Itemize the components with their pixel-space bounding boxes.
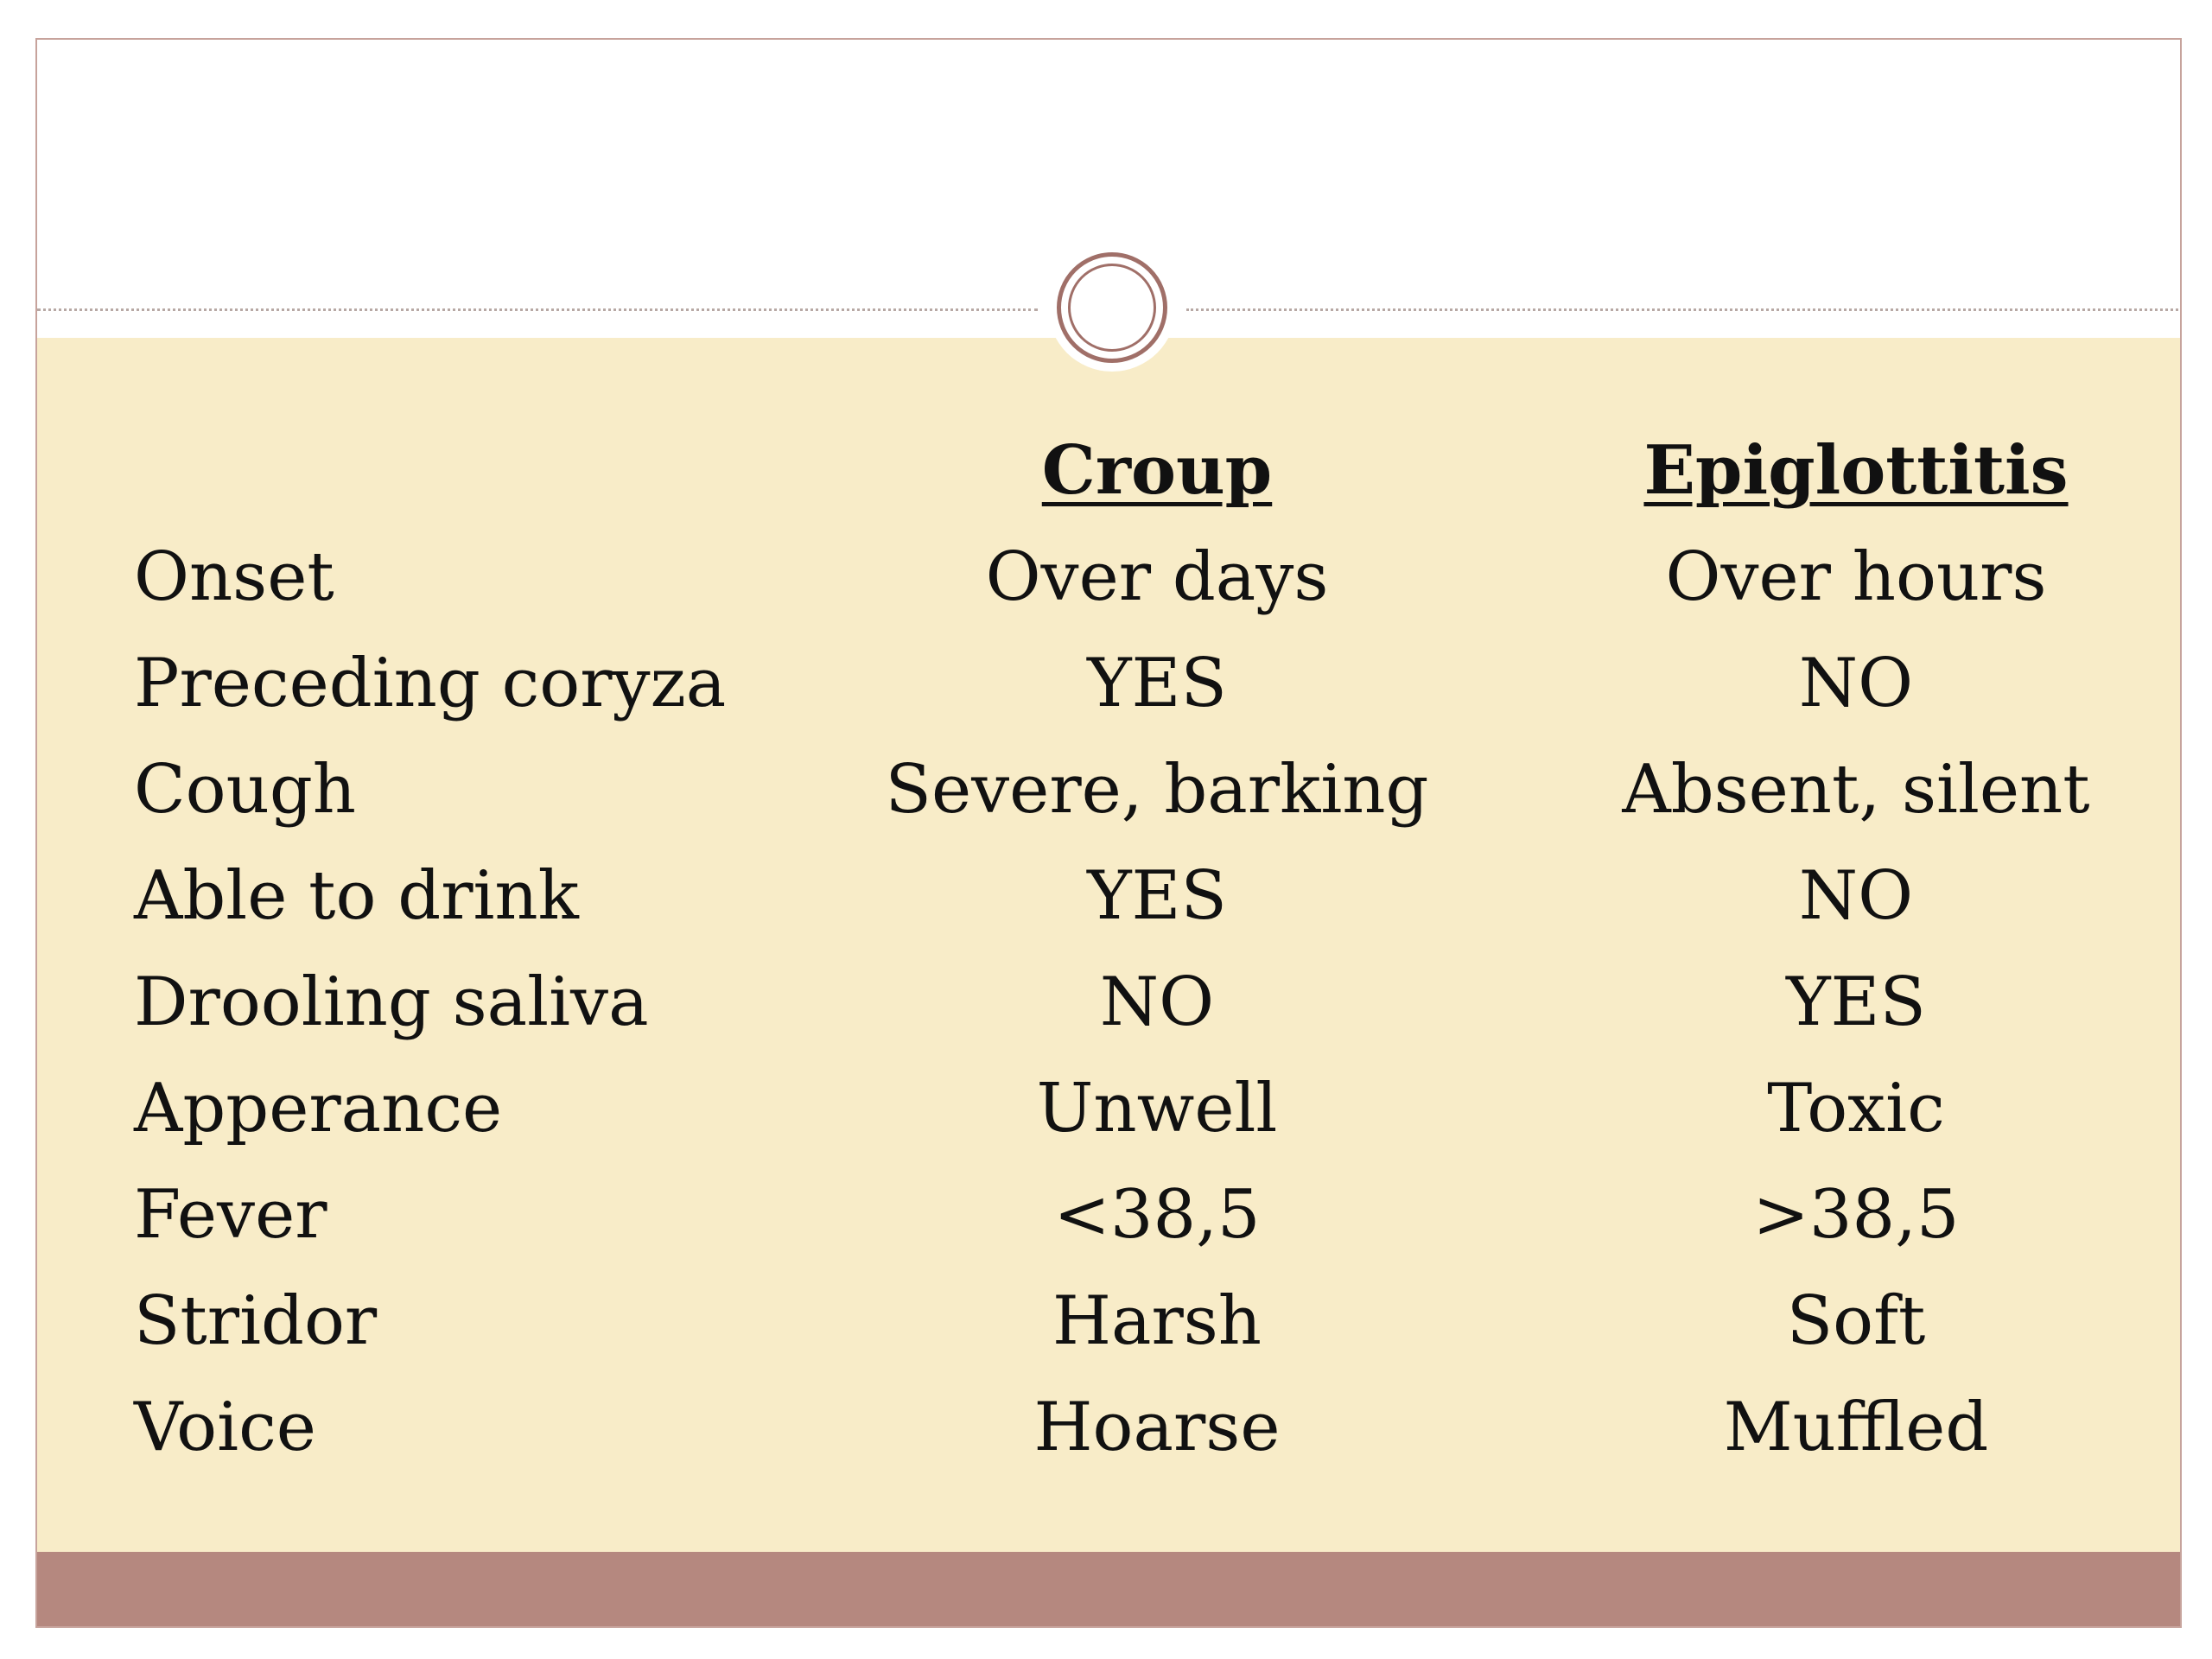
epiglottitis-value: Over hours bbox=[1665, 538, 2047, 616]
croup-value: Unwell bbox=[1036, 1070, 1278, 1147]
croup-value: Hoarse bbox=[1033, 1389, 1281, 1466]
croup-value: Severe, barking bbox=[885, 751, 1429, 829]
epiglottitis-value: Absent, silent bbox=[1622, 751, 2090, 829]
croup-value: Over days bbox=[985, 538, 1329, 616]
epiglottitis-value: Toxic bbox=[1767, 1070, 1945, 1147]
epiglottitis-value: NO bbox=[1798, 857, 1914, 935]
circle-ornament-inner-ring bbox=[1068, 264, 1156, 352]
column-header-croup: Croup bbox=[1041, 431, 1273, 510]
row-label: Onset bbox=[134, 538, 334, 616]
row-label: Fever bbox=[134, 1176, 327, 1254]
comparison-table bbox=[37, 338, 2180, 1552]
row-label: Apperance bbox=[134, 1070, 503, 1147]
croup-value: <38,5 bbox=[1053, 1176, 1261, 1254]
croup-value: YES bbox=[1087, 857, 1227, 935]
row-label: Voice bbox=[134, 1389, 316, 1466]
slide-footer-band bbox=[37, 1552, 2180, 1628]
row-label: Preceding coryza bbox=[134, 645, 727, 722]
row-label: Drooling saliva bbox=[134, 963, 649, 1041]
dotted-divider-left bbox=[37, 308, 1038, 311]
epiglottitis-value: YES bbox=[1786, 963, 1926, 1041]
row-label: Cough bbox=[134, 751, 357, 829]
epiglottitis-value: Soft bbox=[1786, 1282, 1926, 1360]
epiglottitis-value: NO bbox=[1798, 645, 1914, 722]
dotted-divider-right bbox=[1186, 308, 2182, 311]
column-header-epiglottitis: Epiglottitis bbox=[1643, 431, 2069, 510]
slide-content-area bbox=[37, 338, 2180, 1552]
croup-value: Harsh bbox=[1052, 1282, 1262, 1360]
row-label: Able to drink bbox=[134, 857, 579, 935]
circle-ornament-icon bbox=[1057, 252, 1167, 363]
croup-value: NO bbox=[1099, 963, 1215, 1041]
epiglottitis-value: >38,5 bbox=[1752, 1176, 1960, 1254]
croup-value: YES bbox=[1087, 645, 1227, 722]
slide bbox=[35, 38, 2182, 1628]
row-label: Stridor bbox=[134, 1282, 378, 1360]
epiglottitis-value: Muffled bbox=[1723, 1389, 1989, 1466]
